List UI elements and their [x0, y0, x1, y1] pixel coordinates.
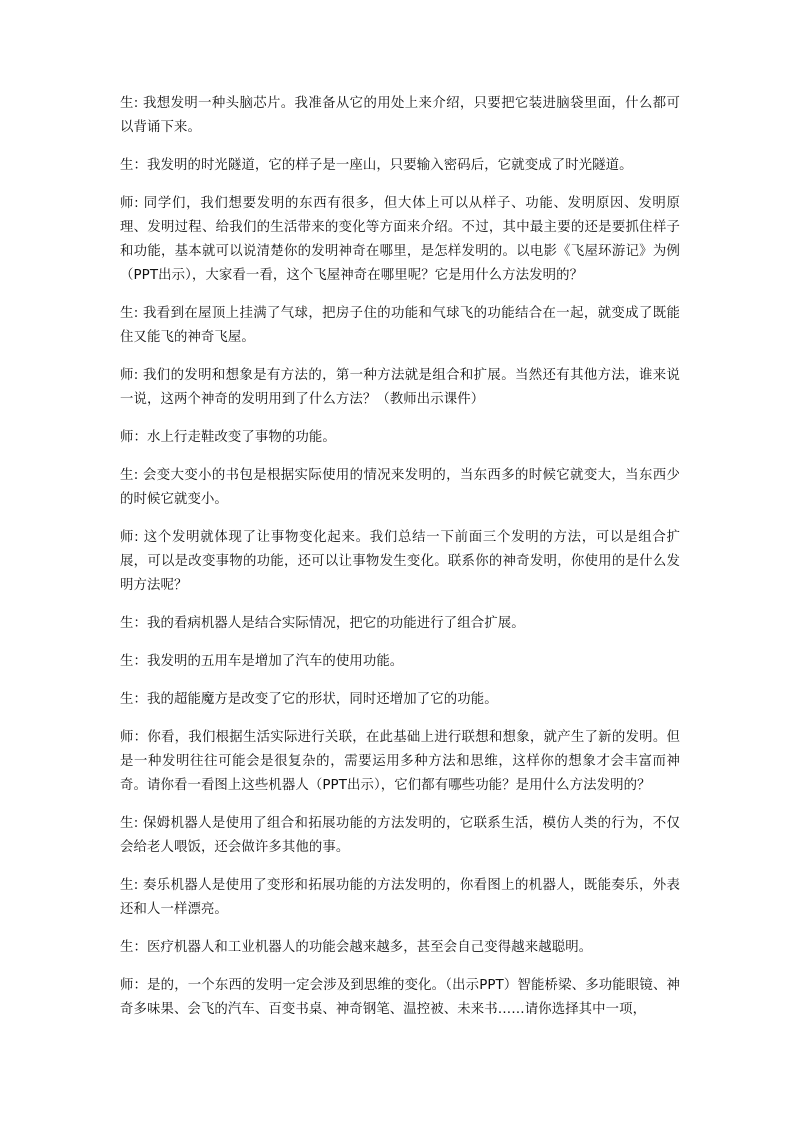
paragraph: 师: 这个发明就体现了让事物变化起来。我们总结一下前面三个发明的方法，可以是组合扩展，可以是改变事物的功能，还可以让事物发生变化。联系你的神奇发明，你使用的是什么发明方法呢？ — [120, 530, 680, 593]
paragraph: 师: 同学们，我们想要发明的东西有很多，但大体上可以从样子、功能、发明原因、发明原理、发明过程、给我们的生活带来的变化等方面来介绍。不过，其中最主要的还是要抓住样子和功能，基本就可以说清楚你的发明神奇在哪里，是怎样发明的。以电影《飞屋环游记》为例（PPT出示），大家看一看，这个飞屋神奇在哪里呢？它是用什么方法发明的？ — [120, 196, 680, 283]
paragraph: 生: 我想发明一种头脑芯片。我准备从它的用处上来介绍，只要把它装进脑袋里面，什么都可以背诵下来。 — [120, 96, 680, 135]
document-body — [120, 92, 680, 1036]
paragraph: 生：我发明的五用车是增加了汽车的使用功能。 — [120, 654, 404, 669]
paragraph: 师：水上行走鞋改变了事物的功能。 — [120, 430, 336, 445]
paragraph: 生：我的看病机器人是结合实际情况，把它的功能进行了组合扩展。 — [120, 616, 525, 631]
paragraph: 师：是的，一个东西的发明一定会涉及到思维的变化。（出示PPT）智能桥梁、多功能眼镜、神奇多味果、会飞的汽车、百变书桌、神奇钢笔、温控被、未来书……请你选择其中一项， — [120, 978, 680, 1017]
paragraph: 生：我的超能魔方是改变了它的形状，同时还增加了它的功能。 — [120, 692, 498, 707]
paragraph: 生: 奏乐机器人是使用了变形和拓展功能的方法发明的，你看图上的机器人，既能奏乐，外表还和人一样漂亮。 — [120, 878, 680, 917]
paragraph: 生: 我看到在屋顶上挂满了气球，把房子住的功能和气球飞的功能结合在一起，就变成了既能住又能飞的神奇飞屋。 — [120, 306, 680, 345]
paragraph: 师：你看，我们根据生活实际进行关联，在此基础上进行联想和想象，就产生了新的发明。但是一种发明往往可能会是很复杂的，需要运用多种方法和思维，这样你的想象才会丰富而神奇。请你看一看图上这些机器人（PPT出示），它们都有哪些功能？是用什么方法发明的？ — [120, 730, 680, 793]
paragraph: 生: 保姆机器人是使用了组合和拓展功能的方法发明的，它联系生活，模仿人类的行为，不仅会给老人喂饭，还会做许多其他的事。 — [120, 816, 680, 855]
paragraph: 生：我发明的时光隧道，它的样子是一座山，只要输入密码后，它就变成了时光隧道。 — [120, 158, 633, 173]
paragraph: 师: 我们的发明和想象是有方法的，第一种方法就是组合和扩展。当然还有其他方法，谁来说一说，这两个神奇的发明用到了什么方法？（教师出示课件） — [120, 368, 680, 407]
paragraph: 生：医疗机器人和工业机器人的功能会越来越多，甚至会自己变得越来越聪明。 — [120, 940, 593, 955]
paragraph: 生: 会变大变小的书包是根据实际使用的情况来发明的，当东西多的时候它就变大，当东西少的时候它就变小。 — [120, 468, 680, 507]
